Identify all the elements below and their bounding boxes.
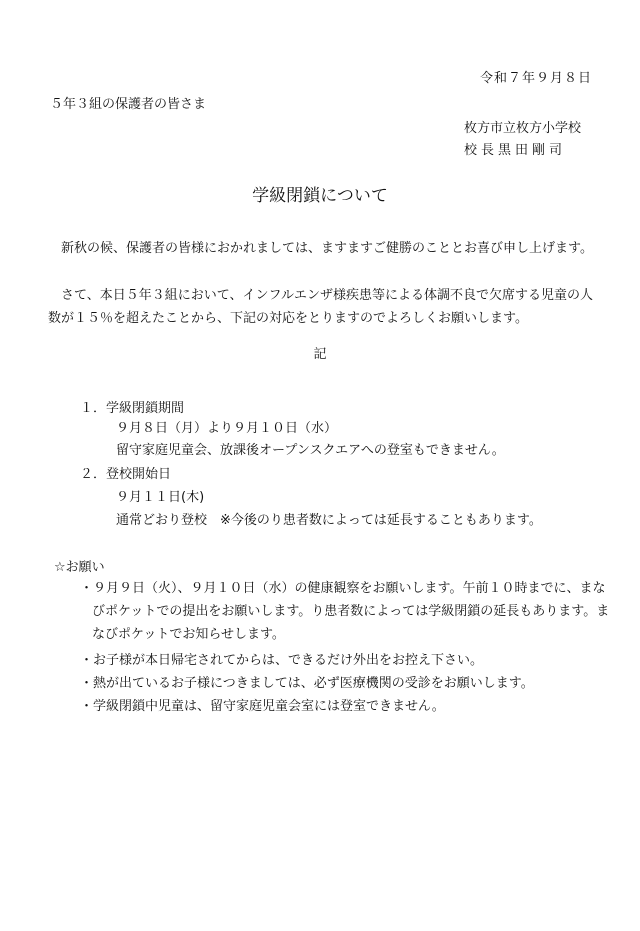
- request-bullet: ・９月９日（火）、９月１０日（水）の健康観察をお願いします。午前１０時までに、まなびポケットでの提出をお願いします。り患者数によっては学級閉鎖の延長もあります。まなびポケットでお知らせします。: [80, 581, 610, 642]
- request-bullet: ・熱が出ているお子様につきましては、必ず医療機関の受診をお願いします。: [80, 676, 534, 691]
- principal-name: 校長黒田剛司: [464, 143, 567, 158]
- recipient-line: ５年３組の保護者の皆さま: [50, 97, 207, 112]
- resume-note: 通常どおり登校 ※今後のり患者数によっては延長することもあります。: [116, 513, 542, 528]
- closure-dates: ９月８日（月）より９月１０日（水）: [116, 421, 338, 436]
- notice-paragraph: さて、本日５年３組において、インフルエンザ様疾患等による体調不良で欠席する児童の人数が１５％を超えたことから、下記の対応をとりますのでよろしくお願いします。: [48, 288, 593, 326]
- issue-date: 令和７年９月８日: [479, 71, 592, 86]
- greeting-paragraph: 新秋の候、保護者の皆様におかれましては、ますますご健勝のこととお喜び申し上げます。: [61, 241, 593, 256]
- requests-heading: ☆お願い: [54, 560, 105, 575]
- ki-marker: 記: [313, 347, 327, 362]
- item-heading-resume-date: ２．登校開始日: [80, 467, 172, 482]
- closure-note: 留守家庭児童会、放課後オープンスクエアへの登室もできません。: [116, 443, 505, 458]
- request-bullet: ・お子様が本日帰宅されてからは、できるだけ外出をお控え下さい。: [80, 653, 484, 668]
- resume-date: ９月１１日(木): [116, 490, 205, 505]
- item-heading-closure-period: １．学級閉鎖期間: [80, 401, 185, 416]
- request-bullet: ・学級閉鎖中児童は、留守家庭児童会室には登室できません。: [80, 699, 445, 714]
- document-title: 学級閉鎖について: [252, 186, 388, 206]
- school-name: 枚方市立枚方小学校: [464, 121, 582, 136]
